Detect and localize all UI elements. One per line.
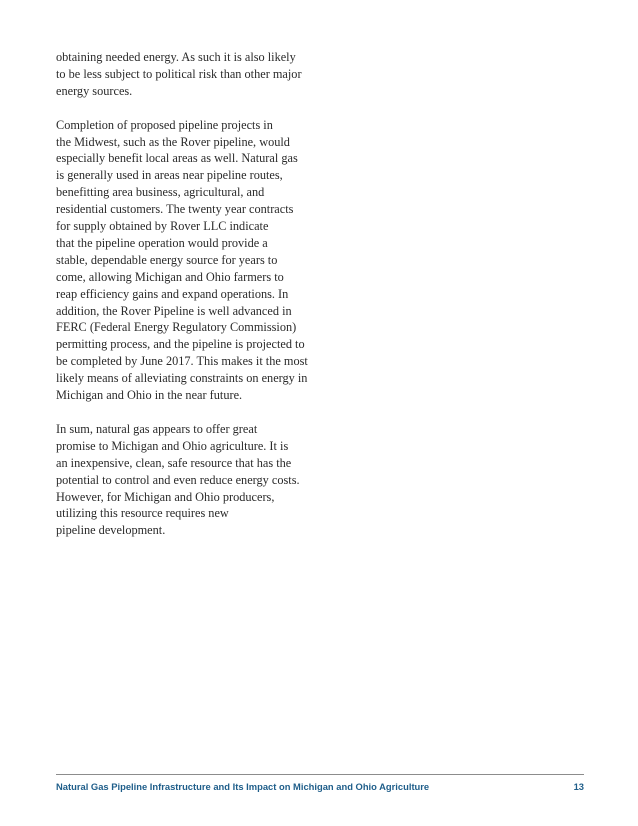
text-line: that the pipeline operation would provide a: [56, 235, 268, 250]
paragraph-3: [56, 421, 318, 539]
text-line: addition, the Rover Pipeline is well advanced in: [56, 303, 292, 318]
text-line: the Midwest, such as the Rover pipeline, would: [56, 134, 290, 149]
text-line: utilizing this resource requires new: [56, 506, 229, 521]
text-line: to be less subject to political risk than other major: [56, 66, 302, 81]
footer-divider: [56, 774, 584, 775]
text-line: especially benefit local areas as well. Natural gas: [56, 151, 298, 166]
text-line: an inexpensive, clean, safe resource that has the: [56, 455, 292, 470]
paragraph-2: [56, 117, 318, 404]
text-line: is generally used in areas near pipeline routes,: [56, 168, 283, 183]
text-line: FERC (Federal Energy Regulatory Commission): [56, 320, 297, 335]
text-line: be completed by June 2017. This makes it the most: [56, 354, 308, 369]
text-line: come, allowing Michigan and Ohio farmers to: [56, 269, 284, 284]
footer-page-number: 13: [573, 781, 584, 792]
text-line: obtaining needed energy. As such it is also likely: [56, 50, 296, 64]
text-line: However, for Michigan and Ohio producers,: [56, 489, 275, 504]
paragraph-1: [56, 49, 318, 100]
text-line: Michigan and Ohio in the near future.: [56, 388, 243, 403]
text-line: pipeline development.: [56, 523, 166, 538]
text-line: Completion of proposed pipeline projects in: [56, 117, 273, 132]
text-line: promise to Michigan and Ohio agriculture. It is: [56, 438, 289, 453]
text-line: potential to control and even reduce energy costs.: [56, 472, 300, 487]
text-line: stable, dependable energy source for years to: [56, 252, 278, 267]
text-line: permitting process, and the pipeline is projected to: [56, 337, 305, 352]
text-line: residential customers. The twenty year contracts: [56, 202, 294, 217]
text-line: likely means of alleviating constraints on energy in: [56, 371, 308, 386]
text-line: for supply obtained by Rover LLC indicate: [56, 219, 269, 234]
body-text-column: [56, 49, 318, 556]
footer-document-title: Natural Gas Pipeline Infrastructure and Its Impact on Michigan and Ohio Agriculture: [56, 781, 430, 792]
text-line: benefitting area business, agricultural, and: [56, 185, 265, 200]
text-line: energy sources.: [56, 83, 133, 98]
text-line: In sum, natural gas appears to offer great: [56, 421, 258, 436]
text-line: reap efficiency gains and expand operations. In: [56, 286, 289, 301]
